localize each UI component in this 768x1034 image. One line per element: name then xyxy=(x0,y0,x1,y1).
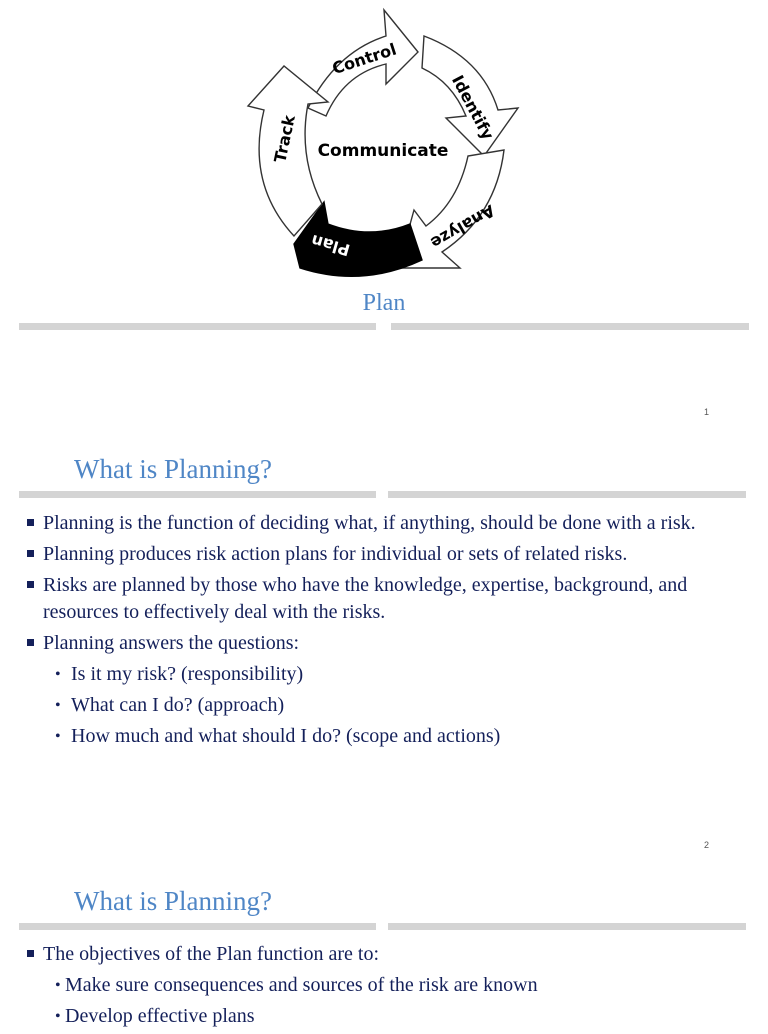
page-number: 2 xyxy=(704,840,710,850)
sub-bullet-item: • Is it my risk? (responsibility) xyxy=(26,661,746,688)
bullet-item: Planning is the function of deciding what, if anything, should be done with a risk. xyxy=(26,510,746,537)
title-divider-left xyxy=(19,323,376,330)
diagram-label-track: Track xyxy=(270,113,299,165)
risk-management-cycle-diagram xyxy=(246,6,522,278)
sub-bullet-item: • Make sure consequences and sources of the risk are known xyxy=(26,972,746,999)
sub-bullet-item: • Develop effective plans xyxy=(26,1003,746,1030)
slide-1 xyxy=(0,0,768,430)
title-divider-right xyxy=(391,323,749,330)
slide-title: What is Planning? xyxy=(74,454,272,484)
slide-2 xyxy=(0,430,768,862)
bullet-list xyxy=(26,941,746,1034)
diagram-label-identify: Identify xyxy=(447,71,498,143)
sub-bullet-item: • How much and what should I do? (scope and actions) xyxy=(26,723,746,750)
title-divider-right xyxy=(388,923,746,930)
page-number: 1 xyxy=(704,407,710,417)
bullet-item: Risks are planned by those who have the knowledge, expertise, background, and resources to effectively deal with the risks. xyxy=(26,572,746,626)
title-divider-right xyxy=(388,491,746,498)
bullet-list xyxy=(26,510,746,754)
diagram-center-label: Communicate xyxy=(317,141,449,161)
diagram-label-analyze: Analyze xyxy=(427,200,499,253)
sub-bullet-item: • What can I do? (approach) xyxy=(26,692,746,719)
diagram-label-control: Control xyxy=(329,39,399,79)
bullet-item: Planning produces risk action plans for individual or sets of related risks. xyxy=(26,541,746,568)
title-divider-left xyxy=(19,923,376,930)
slide-3 xyxy=(0,862,768,1027)
bullet-item: The objectives of the Plan function are to: xyxy=(26,941,746,968)
title-divider-left xyxy=(19,491,376,498)
slide-title: Plan xyxy=(362,290,406,316)
slide-title: What is Planning? xyxy=(74,886,272,916)
bullet-item: Planning answers the questions: xyxy=(26,630,746,657)
diagram-label-plan: Plan xyxy=(308,230,353,260)
